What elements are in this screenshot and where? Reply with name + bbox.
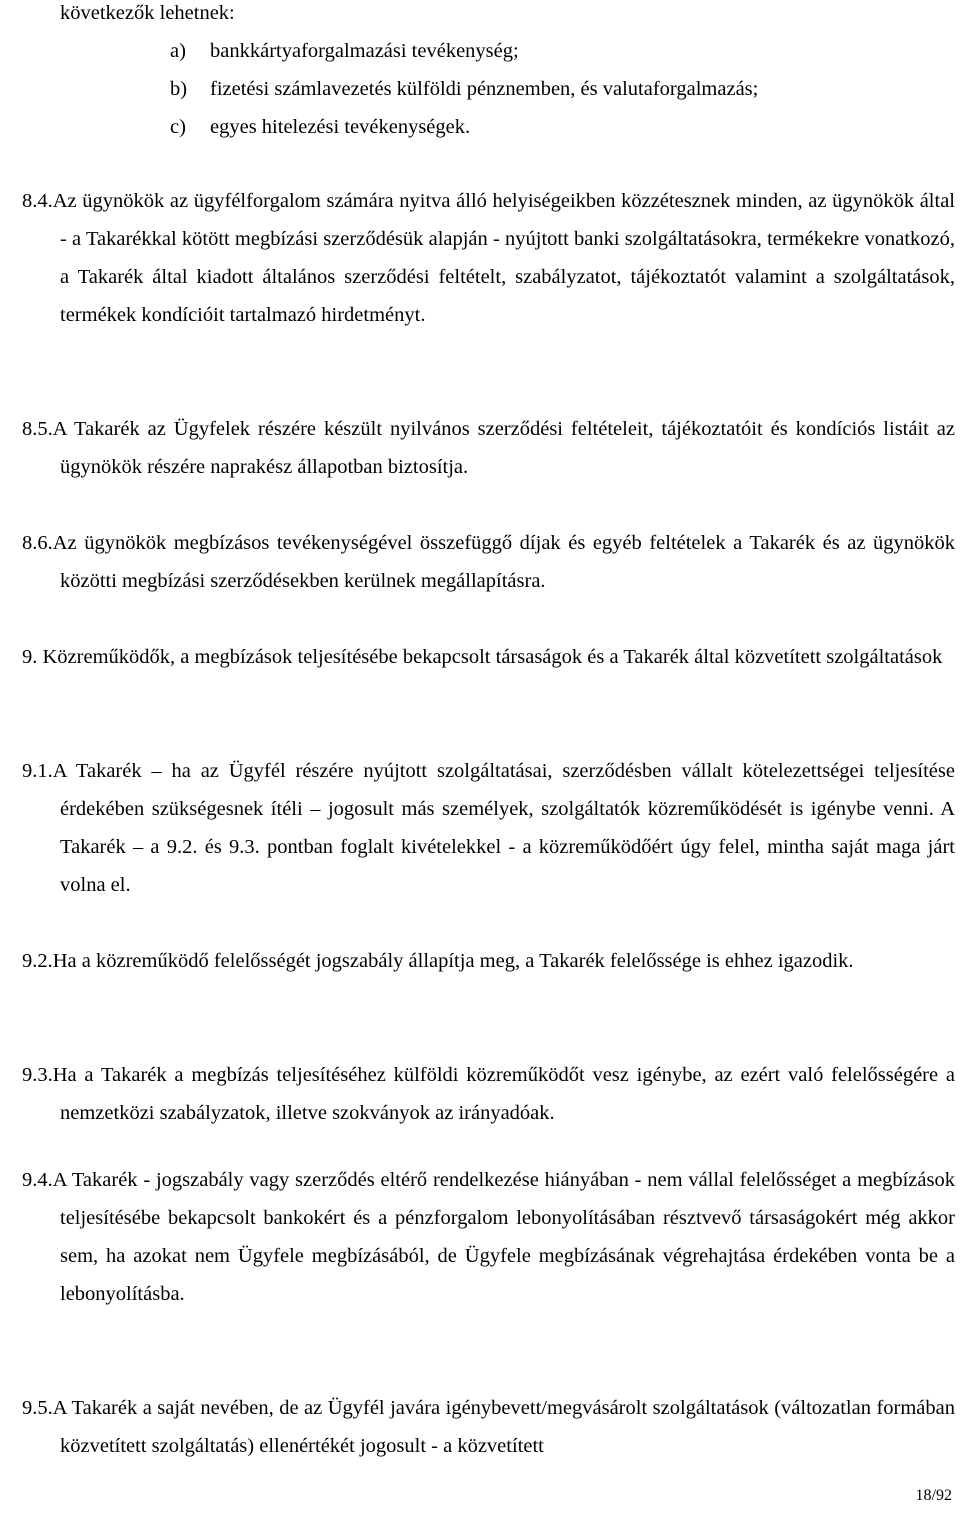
paragraph-9-1 (22, 752, 955, 904)
paragraph-text: 9.4.A Takarék - jogszabály vagy szerződés eltérő rendelkezése hiányában - nem vállal felelősséget a megbízások teljesítésébe bekapcsolt bankokért és a pénzforgalom lebonyolításában résztvevő társaságokért még akkor sem, ha azokat nem Ügyfele megbízásából, de Ügyfele megbízásának végrehajtása érdekében vonta be a lebonyolításba. (22, 1169, 955, 1305)
paragraph-8-6 (22, 524, 955, 600)
intro-text: következők lehetnek: (60, 2, 235, 24)
paragraph-8-5 (22, 410, 955, 486)
paragraph-9-5 (22, 1389, 955, 1465)
list-text: fizetési számlavezetés külföldi pénznemben, és valutaforgalmazás; (210, 78, 759, 100)
paragraph-9-3 (22, 1056, 955, 1132)
list-marker: b) (170, 78, 188, 100)
paragraph-text: 9.2.Ha a közreműködő felelősségét jogszabály állapítja meg, a Takarék felelőssége is ehhez igazodik. (22, 950, 854, 972)
paragraph-text: 8.6.Az ügynökök megbízásos tevékenységével összefüggő díjak és egyéb feltételek a Takarék és az ügynökök közötti megbízási szerződésekben kerülnek megállapításra. (22, 532, 955, 592)
paragraph-text: 8.5.A Takarék az Ügyfelek részére készült nyilvános szerződési feltételeit, tájékoztatóit és kondíciós listáit az ügynökök részére naprakész állapotban biztosítja. (22, 418, 955, 478)
paragraph-text: 9.1.A Takarék – ha az Ügyfél részére nyújtott szolgáltatásai, szerződésben vállalt kötelezettségei teljesítése érdekében szükségesnek ítéli – jogosult más személyek, szolgáltatók közreműködését is igénybe venni. A Takarék – a 9.2. és 9.3. pontban foglalt kivételekkel - a közreműködőért úgy felel, mintha saját maga járt volna el. (22, 760, 955, 896)
paragraph-text: 8.4.Az ügynökök az ügyfélforgalom számára nyitva álló helyiségeikben közzétesznek minden, az ügynökök által - a Takarékkal kötött megbízási szerződésük alapján - nyújtott banki szolgáltatásokra, termékekre vonatkozó, a Takarék által kiadott általános szerződési feltételt, szabályzatot, tájékoztatót valamint a szolgáltatások, termékek kondícióit tartalmazó hirdetményt. (22, 190, 955, 326)
page-number: 18/92 (915, 1487, 952, 1504)
paragraph-text: 9.3.Ha a Takarék a megbízás teljesítéséhez külföldi közreműködőt vesz igénybe, az ezért való felelősségére a nemzetközi szabályzatok, illetve szokványok az irányadóak. (22, 1064, 955, 1124)
paragraph-text: 9.5.A Takarék a saját nevében, de az Ügyfél javára igénybevett/megvásárolt szolgáltatások (változatlan formában közvetített szolgáltatás) ellenértékét jogosult - a közvetített (22, 1397, 955, 1457)
list-item (170, 108, 470, 146)
paragraph-9-2 (22, 942, 955, 980)
list-text: egyes hitelezési tevékenységek. (210, 116, 471, 138)
section-heading-text: 9. Közreműködők, a megbízások teljesítésébe bekapcsolt társaságok és a Takarék által közvetített szolgáltatások (22, 646, 943, 668)
paragraph-9-4 (22, 1161, 955, 1313)
list-item (170, 32, 519, 70)
section-heading-9 (22, 638, 955, 676)
list-item (170, 70, 758, 108)
list-marker: c) (170, 116, 186, 138)
list-marker: a) (170, 40, 186, 62)
paragraph-8-4 (22, 182, 955, 334)
list-text: bankkártyaforgalmazási tevékenység; (210, 40, 519, 62)
